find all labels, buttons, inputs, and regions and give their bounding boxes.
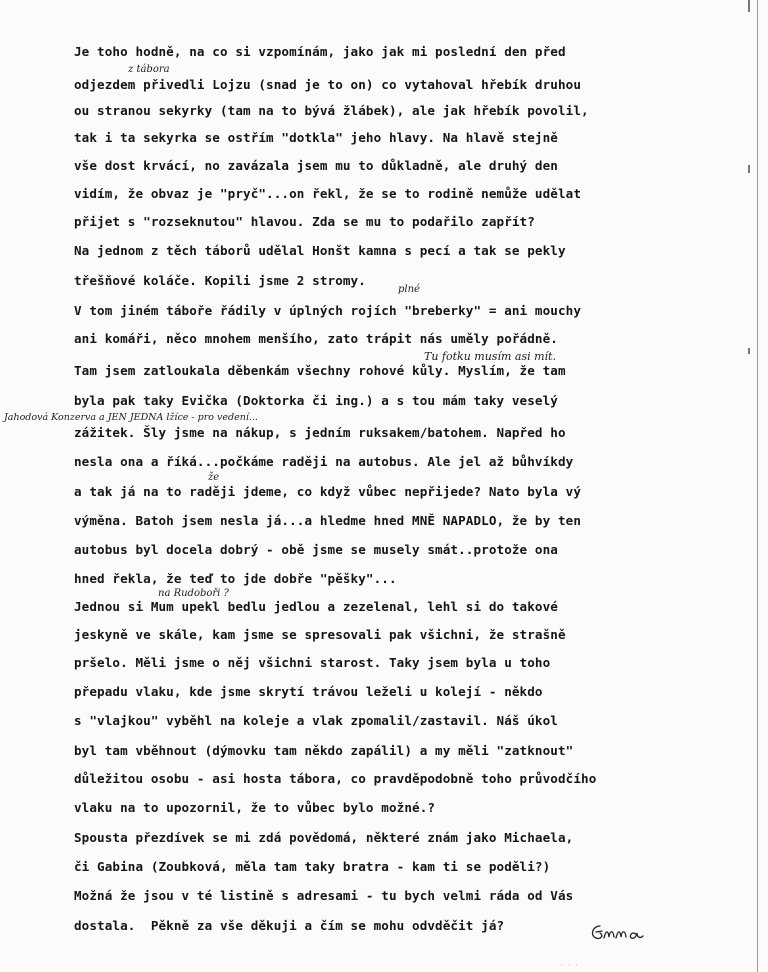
letter-line-25: byl tam vběhnout (dýmovku tam někdo zapálil) a my měli "zatknout" [74,743,574,758]
letter-line-27: vlaku na to upozornil, že to vůbec bylo možné.? [74,800,436,815]
letter-line-28: Spousta přezdívek se mi zdá povědomá, některé znám jako Michaela, [74,830,574,845]
letter-line-12: Tam jsem zatloukala děbenkám všechny rohové kůly. Myslím, že tam [74,363,566,378]
letter-line-8: Na jednom z těch táborů udělal Honšt kamna s pecí a tak se pekly [74,243,566,258]
letter-line-3: ou stranou sekyrky (tam na to bývá žlábek), ale jak hřebík povolil, [74,103,589,118]
page-footer-mark: · · · [560,962,579,969]
page-border [757,0,758,972]
letter-line-23: přepadu vlaku, kde jsme skrytí trávou leželi u kolejí - někdo [74,684,543,699]
letter-line-21: jeskyně ve skále, kam jsme se spresovali pak všichni, že strašně [74,627,566,642]
letter-line-9: třešňové koláče. Kopili jsme 2 stromy. [74,273,366,288]
handwritten-signature [588,918,688,948]
handwritten-note-ze: že [208,472,220,483]
handwritten-note-plne: plné [398,284,420,295]
letter-line-1: Je toho hodně, na co si vzpomínám, jako jak mi poslední den před [74,44,566,59]
handwritten-note-tu-fotku: Tu fotku musím asi mít. [424,350,556,363]
letter-line-24: s "vlajkou" vyběhl na koleje a vlak zpomalil/zastavil. Náš úkol [74,713,558,728]
letter-line-16: a tak já na to raději jdeme, co když vůbec nepřijede? Nato byla vý [74,484,582,499]
letter-line-5: vše dost krvácí, no zavázala jsem mu to důkladně, ale druhý den [74,158,558,173]
letter-line-4: tak i ta sekyrka se ostřím "dotkla" jeho hlavy. Na hlavě stejně [74,130,558,145]
letter-line-19: hned řekla, že teď to jde dobře "pěšky"... [74,571,397,586]
page-edge-mark [748,348,750,354]
letter-line-18: autobus byl docela dobrý - obě jsme se musely smát..protože ona [74,542,558,557]
page-edge-mark [748,165,750,173]
letter-line-13: byla pak taky Evička (Doktorka či ing.) a s tou mám taky veselý [74,393,558,408]
letter-line-2: odjezdem přivedli Lojzu (snad je to on) co vytahoval hřebík druhou [74,77,582,92]
letter-line-7: přijet s "rozseknutou" hlavou. Zda se mu to podařilo zapřít? [74,214,535,229]
letter-line-20: Jednou si Mum upekl bedlu jedlou a zezelenal, lehl si do takové [74,599,558,614]
letter-line-22: pršelo. Měli jsme o něj všichni starost. Taky jsem byla u toho [74,655,551,670]
handwritten-note-z-tabora: z tábora [128,64,170,75]
letter-line-17: výměna. Batoh jsem nesla já...a hledme hned MNĚ NAPADLO, že by ten [74,513,582,528]
letter-line-15: nesla ona a říká...počkáme raději na autobus. Ale jel až bůhvíkdy [74,454,574,469]
letter-line-29: či Gabina (Zoubková, měla tam taky bratra - kam ti se poděli?) [74,859,551,874]
letter-line-30: Možná že jsou v té listině s adresami - tu bych velmi ráda od Vás [74,888,574,903]
letter-line-26: důležitou osobu - asi hosta tábora, co pravděpodobně toho průvodčího [74,771,597,786]
handwritten-note-na-rudobori: na Rudoboři ? [158,588,229,599]
letter-line-31: dostala. Pěkně za vše děkuji a čím se mohu odvděčit já? [74,918,505,933]
letter-line-14: zážitek. Šly jsme na nákup, s jedním ruksakem/batohem. Napřed ho [74,425,566,440]
page-edge-mark [748,0,750,12]
letter-line-11: ani komáři, něco mnohem menšího, zato trápit nás uměly pořádně. [74,331,558,346]
handwritten-note-jahodova-konzerva: Jahodová Konzerva a JEN JEDNA lžíce - pro vedení... [4,412,258,423]
letter-line-6: vidím, že obvaz je "pryč"...on řekl, že se to rodině nemůže udělat [74,186,582,201]
letter-line-10: V tom jiném táboře řádily v úplných rojích "breberky" = ani mouchy [74,303,582,318]
